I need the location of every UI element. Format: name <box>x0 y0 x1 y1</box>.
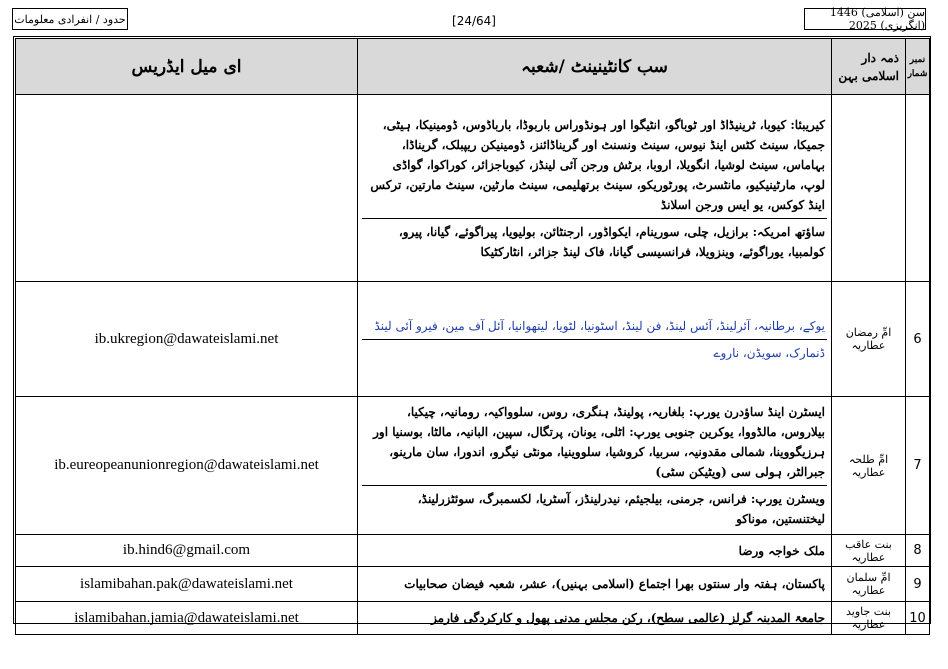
row-subcontinent <box>358 602 832 635</box>
header-subcontinent: سب کانٹینینٹ /شعبہ <box>358 39 832 95</box>
row-email[interactable]: islamibahan.jamia@dawateislami.net <box>16 602 358 635</box>
row-number: 7 <box>906 397 930 535</box>
subcontinent-item: جامعۃ المدینہ گرلز (عالمی سطح)، رکن مجلس مدنی پھول و کارکردگی فارمز <box>431 611 825 625</box>
row-responsible: امِّ سلمان عطاریہ <box>832 567 906 602</box>
table-row <box>16 567 930 602</box>
subcontinent-item: پاکستان، ہفتہ وار سنتوں بھرا اجتماع (اسلامی بہنیں)، عشر، شعبہ فیضان صحابیات <box>404 577 825 591</box>
subcontinent-item: ساؤتھ امریکہ: برازیل، چلی، سورینام، ایکواڈور، ارجنٹائن، بولیویا، پیراگوئے، گیانا، پیرو، کولمبیا، یوراگوئے، وینزویلا، فرانسیسی گیانا، فاک لینڈ جزائر، انٹارکٹیکا <box>362 218 827 265</box>
subcontinent-item: ویسٹرن یورپ: فرانس، جرمنی، بیلجیئم، نیدرلینڈز، آسٹریا، لکسمبرگ، سوئٹزرلینڈ، لیختنستین، موناکو <box>362 485 827 532</box>
row-number <box>906 95 930 282</box>
row-responsible <box>832 95 906 282</box>
row-subcontinent <box>358 282 832 397</box>
row-number: 8 <box>906 535 930 567</box>
row-responsible: امِّ طلحہ عطاریہ <box>832 397 906 535</box>
table-header-row <box>16 39 930 95</box>
row-subcontinent <box>358 95 832 282</box>
row-responsible: بنت جاوید عطاریہ <box>832 602 906 635</box>
header-number: نمبر شمار <box>906 39 930 95</box>
row-email <box>16 95 358 282</box>
contacts-table <box>15 38 930 635</box>
row-email[interactable]: ib.eureopeanunionregion@dawateislami.net <box>16 397 358 535</box>
header-email: ای میل ایڈریس <box>16 39 358 95</box>
header-responsible: ذمہ دار اسلامی بہن <box>832 39 906 95</box>
row-email[interactable]: islamibahan.pak@dawateislami.net <box>16 567 358 602</box>
row-subcontinent <box>358 567 832 602</box>
subcontinent-item: ڈنمارک، سویڈن، ناروے <box>362 339 827 366</box>
header-section-title: حدود / انفرادی معلومات <box>12 8 128 30</box>
row-number: 9 <box>906 567 930 602</box>
subcontinent-item: ایسٹرن اینڈ ساؤدرن یورپ: بلغاریہ، پولینڈ، ہنگری، روس، سلوواکیہ، رومانیہ، چیکیا، بیلاروس، مالڈووا، یوکرین جنوبی یورپ: اٹلی، یونان، پرتگال، سپین، البانیہ، مالٹا، بوسنیا اور ہرزیگووینا، شمالی مقدونیہ، سربیا، کروشیا، سلووینیا، مونٹی نیگرو، اندورا، سان مارینو، جبرالٹر، ہولی سی (ویٹیکن سٹی) <box>373 405 825 479</box>
table-row <box>16 535 930 567</box>
subcontinent-item: کیریبئا: کیوبا، ٹرینیڈاڈ اور ٹوباگو، انٹیگوا اور ہونڈوراس باربوڈا، بارباڈوس، ڈومینیکا، ہیٹی، جمیکا، سینٹ کٹس اینڈ نیوس، سینٹ ونسنٹ اور گریناڈائنز، ڈومینیکن ریپبلک، گریناڈا، بہاماس، سینٹ لوشیا، انگویلا، اروبا، برٹش ورجن آئی لینڈز، کیوباجزائر، کوراکوا، گواڈی لوپ، مارٹینیکیو، مانٹسرٹ، پورٹوریکو، سینٹ برتھلیمی، سینٹ مارٹین، سینٹ مارتین، ترکس اینڈ کوکس، یو ایس ورجن اسلانڈ <box>370 117 825 212</box>
header-date: سن (اسلامی) 1446 (انگریزی) 2025 <box>804 8 926 30</box>
page-number: [24/64] <box>452 14 496 28</box>
row-subcontinent <box>358 397 832 535</box>
row-responsible: بنت عاقب عطاریہ <box>832 535 906 567</box>
row-email[interactable]: ib.hind6@gmail.com <box>16 535 358 567</box>
row-subcontinent <box>358 535 832 567</box>
subcontinent-item: یوکے، برطانیہ، آئرلینڈ، آئس لینڈ، فن لینڈ، اسٹونیا، لٹویا، لیتھوانیا، آئل آف مین، فیرو آئی لینڈ <box>374 318 825 333</box>
row-number: 10 <box>906 602 930 635</box>
table-row <box>16 282 930 397</box>
row-number: 6 <box>906 282 930 397</box>
row-email[interactable]: ib.ukregion@dawateislami.net <box>16 282 358 397</box>
table-row <box>16 397 930 535</box>
subcontinent-item: ملک خواجہ ورضا <box>738 543 825 558</box>
table-row <box>16 95 930 282</box>
table-row <box>16 602 930 635</box>
row-responsible: امِّ رمضان عطاریہ <box>832 282 906 397</box>
